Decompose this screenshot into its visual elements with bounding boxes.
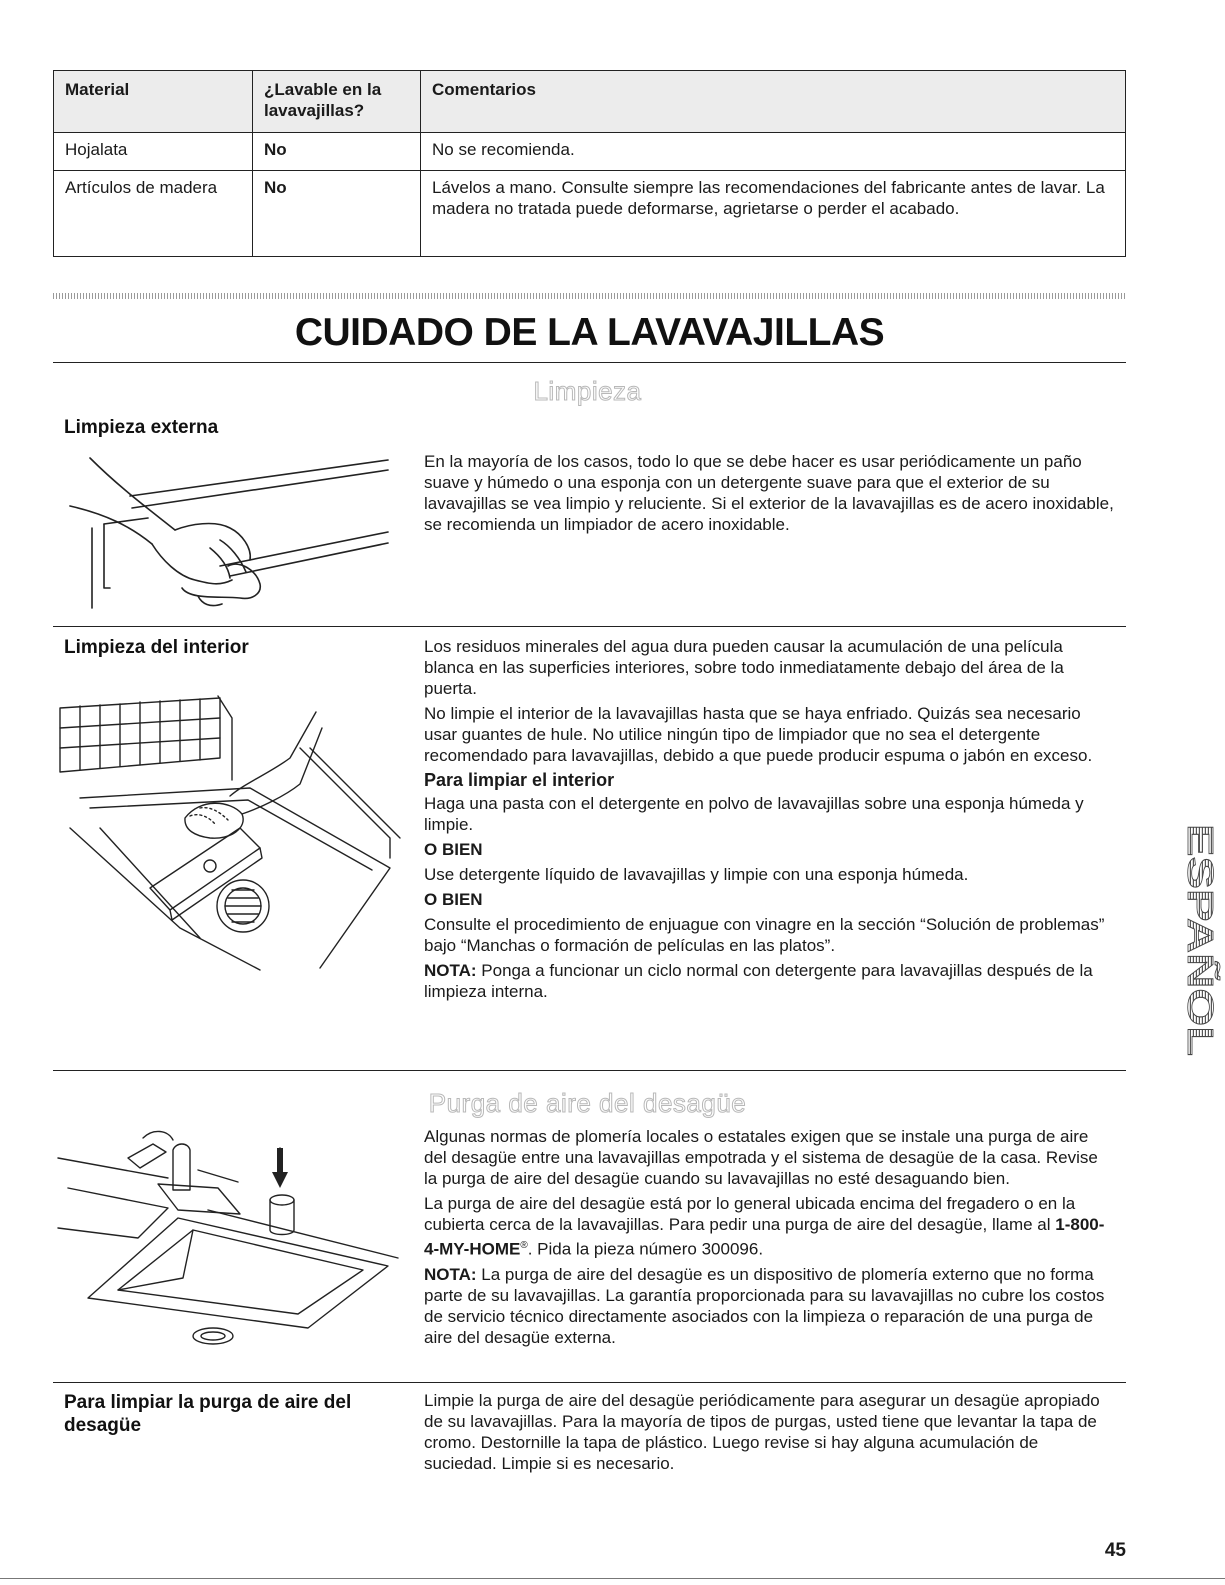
purga-note xyxy=(424,1264,1114,1348)
materials-table xyxy=(53,70,1126,257)
section-rule xyxy=(53,1382,1126,1383)
limpiar-purga-title: Para limpiar la purga de aire del desagüe xyxy=(64,1392,352,1436)
section-heading-limpieza: Limpieza xyxy=(533,376,642,406)
table-header-row xyxy=(54,71,1126,133)
nota-text: Ponga a funcionar un ciclo normal con detergente para lavavajillas después de la limpieza interna. xyxy=(424,961,1093,1001)
purga-paragraph-2-end: . Pida la pieza número 300096. xyxy=(527,1239,764,1259)
interior-cleaning-illustration xyxy=(60,688,400,970)
table-row xyxy=(54,133,1126,171)
page-number: 45 xyxy=(1104,1540,1126,1561)
section-heading-purga: Purga de aire del desagüe xyxy=(428,1088,747,1118)
table-cell-material: Artículos de madera xyxy=(54,171,253,257)
table-cell-lavable: No xyxy=(253,133,421,171)
purga-paragraph-1: Algunas normas de plomería locales o estatales exigen que se instale una purga de aire del desagüe entre una lavavajillas empotrada y el sistema de desagüe de la casa. Revise la purga de aire del desagüe cuando su lavavajillas no esté desaguando bien. xyxy=(424,1127,1098,1188)
nota-label: NOTA: xyxy=(424,1264,477,1284)
interior-paragraph-3: Haga una pasta con el detergente en polvo de lavavajillas sobre una esponja húmeda y limpie. xyxy=(424,794,1084,834)
section-rule xyxy=(53,626,1126,627)
interior-paragraph-5: Consulte el procedimiento de enjuague con vinagre en la sección “Solución de problemas” bajo “Manchas o formación de películas en las platos”. xyxy=(424,915,1105,955)
para-limpiar-interior-heading: Para limpiar el interior xyxy=(424,770,615,790)
page-title: CUIDADO DE LA LAVAVAJILLAS xyxy=(294,311,885,354)
limpieza-externa-title: Limpieza externa xyxy=(64,417,219,438)
table-row xyxy=(54,171,1126,257)
purga-paragraph-2 xyxy=(424,1193,1114,1260)
table-header-lavable: ¿Lavable en la lavavajillas? xyxy=(253,71,421,133)
limpiar-purga-text: Limpie la purga de aire del desagüe periódicamente para asegurar un desagüe apropiado de su lavavajillas. Para la mayoría de tipos de purgas, usted tiene que levantar la tapa de cromo. Destornille la tapa de plástico. Luego revise si hay alguna acumulación de suciedad. Limpie si es necesario. xyxy=(424,1391,1100,1473)
o-bien-label: O BIEN xyxy=(424,840,483,859)
side-tab-text: ESPAÑOL xyxy=(1180,824,1221,996)
bottom-border xyxy=(0,1578,1225,1579)
phone-number: 1-800-4-MY-HOME xyxy=(424,1215,1105,1259)
purga-text xyxy=(424,1126,1114,1352)
title-rule xyxy=(53,362,1126,363)
table-cell-comentario: No se recomienda. xyxy=(421,133,1126,171)
limpieza-interior-text xyxy=(424,636,1114,1006)
side-language-tab xyxy=(1150,820,1221,1060)
nota-label: NOTA: xyxy=(424,961,477,980)
nota-text: La purga de aire del desagüe es un dispositivo de plomería externo que no forma parte de su lavavajillas. La garantía proporcionada para su lavavajillas no cubre los costos de servicio técnico directamente asociados con la limpieza o reparación de una purga de aire del desagüe externa. xyxy=(424,1264,1105,1347)
limpieza-externa-text: En la mayoría de los casos, todo lo que se debe hacer es usar periódicamente un paño suave y húmedo o una esponja con un detergente suave para que el exterior de su lavavajillas se vea limpio y reluciente. Si el exterior de la lavavajillas es de acero inoxidable, se recomienda un limpiador de acero inoxidable. xyxy=(424,452,1114,534)
air-gap-sink-illustration xyxy=(58,1118,408,1363)
table-cell-lavable: No xyxy=(253,171,421,257)
table-header-comentarios: Comentarios xyxy=(421,71,1126,133)
registered-mark: ® xyxy=(520,1240,528,1251)
exterior-cleaning-illustration xyxy=(70,448,400,613)
table-cell-material: Hojalata xyxy=(54,133,253,171)
interior-paragraph-1: Los residuos minerales del agua dura pueden causar la acumulación de una película blanca en las superficies interiores, sobre todo inmediatamente debajo del área de la puerta. xyxy=(424,637,1064,698)
interior-note xyxy=(424,960,1114,1002)
table-cell-comentario: Lávelos a mano. Consulte siempre las recomendaciones del fabricante antes de lavar. La madera no tratada puede deformarse, agrietarse o perder el acabado. xyxy=(421,171,1126,257)
hatched-divider xyxy=(53,293,1126,299)
interior-paragraph-2: No limpie el interior de la lavavajillas hasta que se haya enfriado. Quizás sea necesario usar guantes de hule. No utilice ningún tipo de limpiador que no sea el detergente recomendado para lavavajillas, debido a que puede producir espuma o jabón en exceso. xyxy=(424,704,1093,765)
purga-paragraph-2-start: La purga de aire del desagüe está por lo general ubicada encima del fregadero o en la cubierta cerca de la lavavajillas. Para pedir una purga de aire del desagüe, llame al xyxy=(424,1194,1076,1234)
o-bien-label: O BIEN xyxy=(424,890,483,909)
limpieza-interior-title: Limpieza del interior xyxy=(64,637,249,658)
section-rule xyxy=(53,1070,1126,1071)
table-header-material: Material xyxy=(54,71,253,133)
interior-paragraph-4: Use detergente líquido de lavavajillas y limpie con una esponja húmeda. xyxy=(424,865,969,884)
